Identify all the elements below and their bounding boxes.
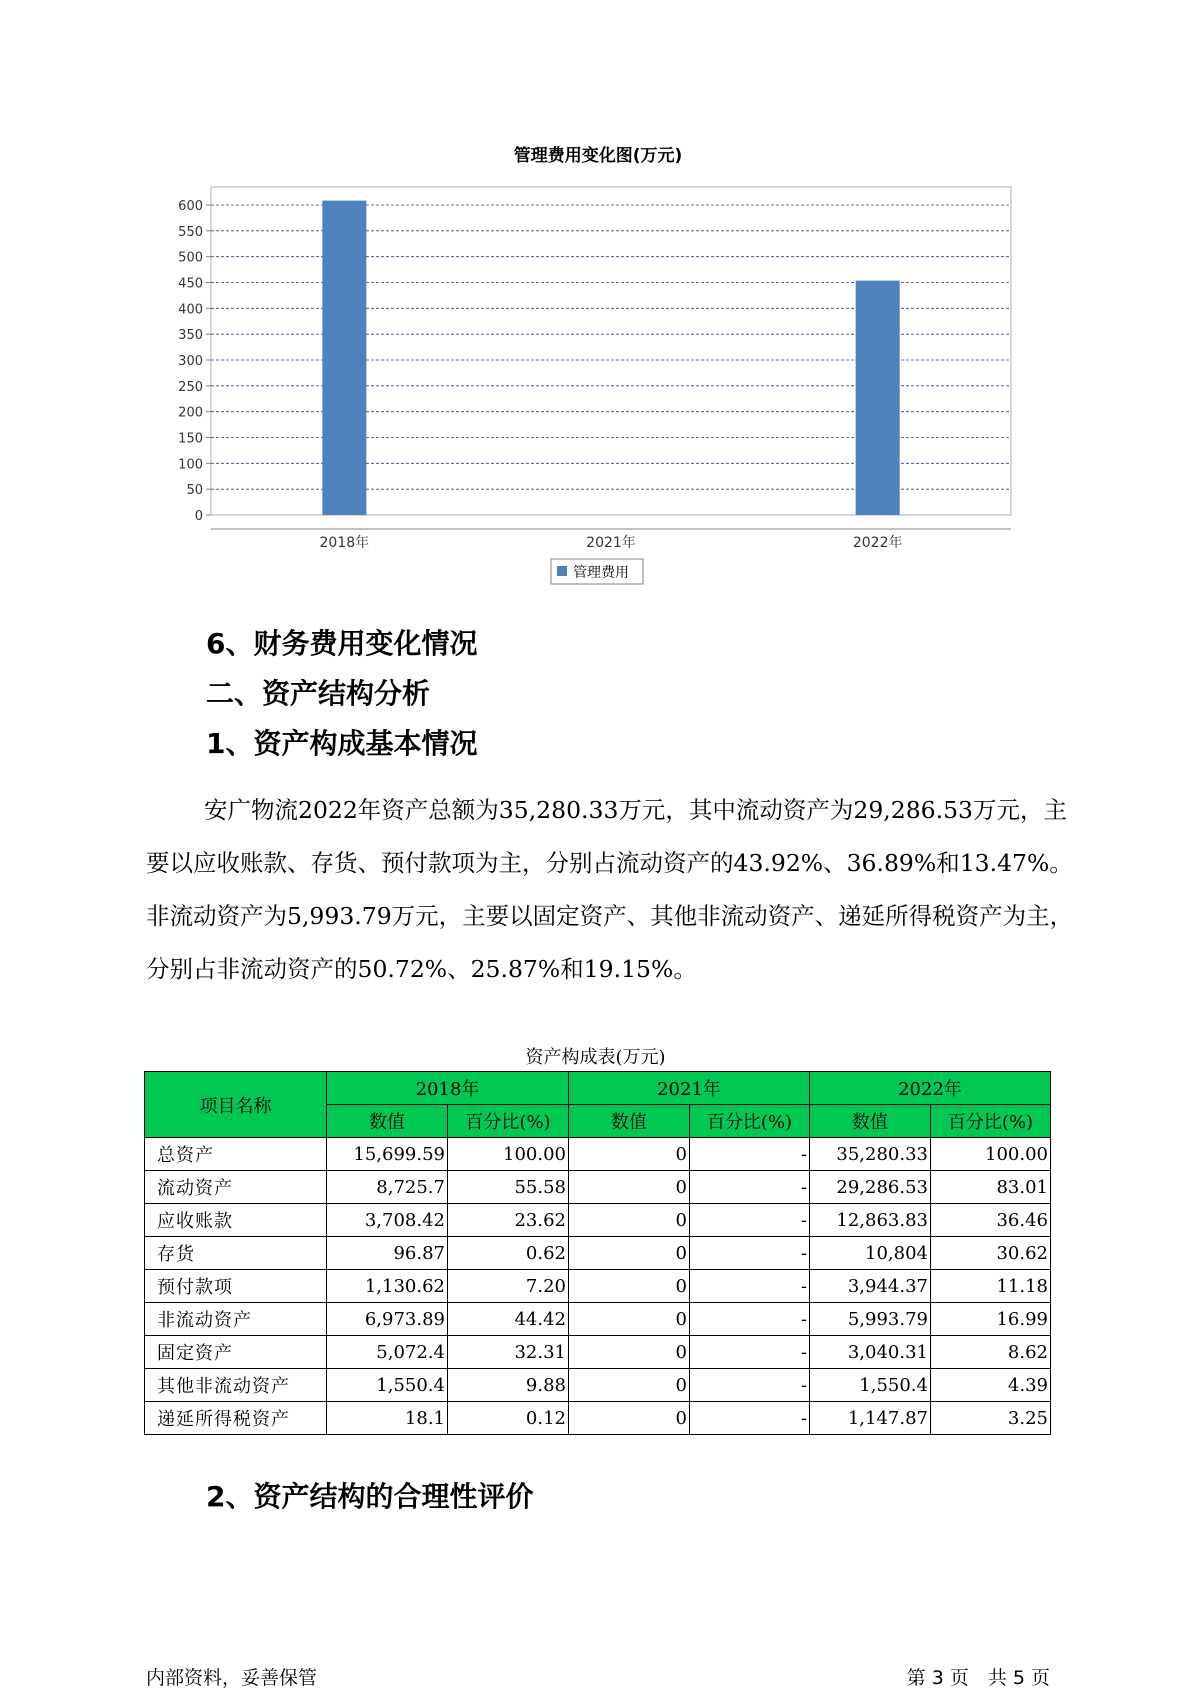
col-header-pct: 百分比(%) [448, 1105, 569, 1138]
cell-value: 96.87 [327, 1237, 448, 1270]
cell-name: 预付款项 [145, 1270, 327, 1303]
cell-pct: - [690, 1303, 810, 1336]
col-header-value: 数值 [327, 1105, 448, 1138]
col-header-pct: 百分比(%) [931, 1105, 1051, 1138]
heading-asset-composition: 1、资产构成基本情况 [206, 727, 478, 760]
heading-asset-evaluation: 2、资产结构的合理性评价 [206, 1480, 534, 1513]
bar [856, 281, 900, 515]
y-tick-label: 300 [178, 354, 203, 369]
legend-label: 管理费用 [573, 565, 629, 581]
asset-table [144, 1071, 1051, 1435]
cell-pct: - [690, 1336, 810, 1369]
cell-pct: 36.46 [931, 1204, 1051, 1237]
cell-name: 固定资产 [145, 1336, 327, 1369]
col-header-value: 数值 [569, 1105, 690, 1138]
cell-value: 0 [569, 1138, 690, 1171]
table-row [145, 1270, 1051, 1303]
y-tick-label: 500 [178, 250, 203, 266]
cell-value: 1,147.87 [810, 1402, 931, 1435]
cell-pct: 83.01 [931, 1171, 1051, 1204]
cell-pct: 0.62 [448, 1237, 569, 1270]
cell-value: 10,804 [810, 1237, 931, 1270]
cell-value: 12,863.83 [810, 1204, 931, 1237]
table-row [145, 1369, 1051, 1402]
cell-pct: 100.00 [931, 1138, 1051, 1171]
chart-title: 管理费用变化图(万元) [513, 146, 683, 166]
heading-finance-expense: 6、财务费用变化情况 [206, 627, 478, 660]
cell-value: 5,993.79 [810, 1303, 931, 1336]
cell-value: 3,944.37 [810, 1270, 931, 1303]
cell-name: 应收账款 [145, 1204, 327, 1237]
cell-pct: - [690, 1171, 810, 1204]
cell-pct: 8.62 [931, 1336, 1051, 1369]
footer-confidential: 内部资料，妥善保管 [146, 1667, 318, 1689]
expense-chart [0, 0, 1191, 600]
cell-pct: 100.00 [448, 1138, 569, 1171]
cell-pct: - [690, 1237, 810, 1270]
cell-pct: - [690, 1270, 810, 1303]
cell-value: 3,708.42 [327, 1204, 448, 1237]
cell-name: 存货 [145, 1237, 327, 1270]
table-caption: 资产构成表(万元) [525, 1047, 666, 1068]
y-tick-label: 450 [178, 276, 203, 292]
cell-pct: 9.88 [448, 1369, 569, 1402]
y-tick-label: 600 [178, 199, 203, 214]
cell-value: 3,040.31 [810, 1336, 931, 1369]
cell-value: 5,072.4 [327, 1336, 448, 1369]
y-tick-label: 350 [178, 328, 203, 344]
cell-value: 0 [569, 1270, 690, 1303]
cell-pct: 55.58 [448, 1171, 569, 1204]
table-row [145, 1402, 1051, 1435]
y-tick-label: 50 [186, 483, 203, 499]
y-tick-label: 550 [178, 224, 203, 240]
col-header-2018: 2018年 [327, 1072, 569, 1105]
cell-pct: 3.25 [931, 1402, 1051, 1435]
cell-value: 0 [569, 1336, 690, 1369]
cell-name: 总资产 [145, 1138, 327, 1171]
cell-value: 18.1 [327, 1402, 448, 1435]
cell-pct: 11.18 [931, 1270, 1051, 1303]
cell-value: 29,286.53 [810, 1171, 931, 1204]
cell-value: 6,973.89 [327, 1303, 448, 1336]
y-tick-label: 400 [178, 302, 203, 318]
cell-pct: - [690, 1369, 810, 1402]
cell-name: 非流动资产 [145, 1303, 327, 1336]
cell-name: 流动资产 [145, 1171, 327, 1204]
table-row [145, 1171, 1051, 1204]
cell-value: 15,699.59 [327, 1138, 448, 1171]
y-tick-label: 150 [178, 431, 203, 447]
cell-value: 1,130.62 [327, 1270, 448, 1303]
chart-legend [551, 559, 643, 584]
table-row [145, 1336, 1051, 1369]
cell-pct: - [690, 1204, 810, 1237]
x-tick-label: 2022年 [852, 535, 903, 551]
col-header-value: 数值 [810, 1105, 931, 1138]
cell-value: 35,280.33 [810, 1138, 931, 1171]
y-tick-label: 100 [178, 457, 203, 473]
cell-pct: 4.39 [931, 1369, 1051, 1402]
cell-pct: - [690, 1138, 810, 1171]
heading-asset-structure: 二、资产结构分析 [206, 677, 431, 710]
cell-pct: 44.42 [448, 1303, 569, 1336]
analysis-text: 安广物流2022年资产总额为35,280.33万元，其中流动资产为29,286.53万元，主要以应收账款、存货、预付款项为主，分别占流动资产的43.92%、36.89%和13.47%。非流动资产为5,993.79万元，主要以固定资产、其他非流动资产、递延所得税资产为主，分别占非流动资产的50.72%、25.87%和19.15%。 [146, 796, 1074, 983]
cell-pct: 0.12 [448, 1402, 569, 1435]
col-header-pct: 百分比(%) [690, 1105, 810, 1138]
cell-value: 0 [569, 1237, 690, 1270]
table-row [145, 1138, 1051, 1171]
cell-value: 0 [569, 1303, 690, 1336]
x-tick-label: 2018年 [319, 535, 370, 551]
table-row [145, 1237, 1051, 1270]
table-header-row [145, 1072, 1051, 1105]
table-row [145, 1204, 1051, 1237]
y-tick-label: 200 [178, 405, 203, 421]
cell-name: 其他非流动资产 [145, 1369, 327, 1402]
cell-name: 递延所得税资产 [145, 1402, 327, 1435]
cell-value: 0 [569, 1402, 690, 1435]
cell-value: 1,550.4 [327, 1369, 448, 1402]
cell-pct: 30.62 [931, 1237, 1051, 1270]
cell-value: 0 [569, 1171, 690, 1204]
table-row [145, 1303, 1051, 1336]
x-tick-label: 2021年 [586, 535, 636, 551]
cell-pct: 23.62 [448, 1204, 569, 1237]
cell-pct: 7.20 [448, 1270, 569, 1303]
col-header-name: 项目名称 [145, 1072, 327, 1138]
cell-value: 8,725.7 [327, 1171, 448, 1204]
footer-page-number: 第 3 页 共 5 页 [906, 1667, 1050, 1689]
bar [322, 201, 366, 515]
cell-value: 0 [569, 1204, 690, 1237]
analysis-paragraph [146, 784, 1086, 996]
cell-value: 0 [569, 1369, 690, 1402]
legend-swatch [557, 566, 567, 576]
cell-pct: 16.99 [931, 1303, 1051, 1336]
cell-pct: 32.31 [448, 1336, 569, 1369]
y-tick-label: 0 [194, 509, 203, 524]
col-header-2022: 2022年 [810, 1072, 1051, 1105]
y-tick-label: 250 [178, 379, 203, 395]
col-header-2021: 2021年 [569, 1072, 810, 1105]
cell-value: 1,550.4 [810, 1369, 931, 1402]
cell-pct: - [690, 1402, 810, 1435]
